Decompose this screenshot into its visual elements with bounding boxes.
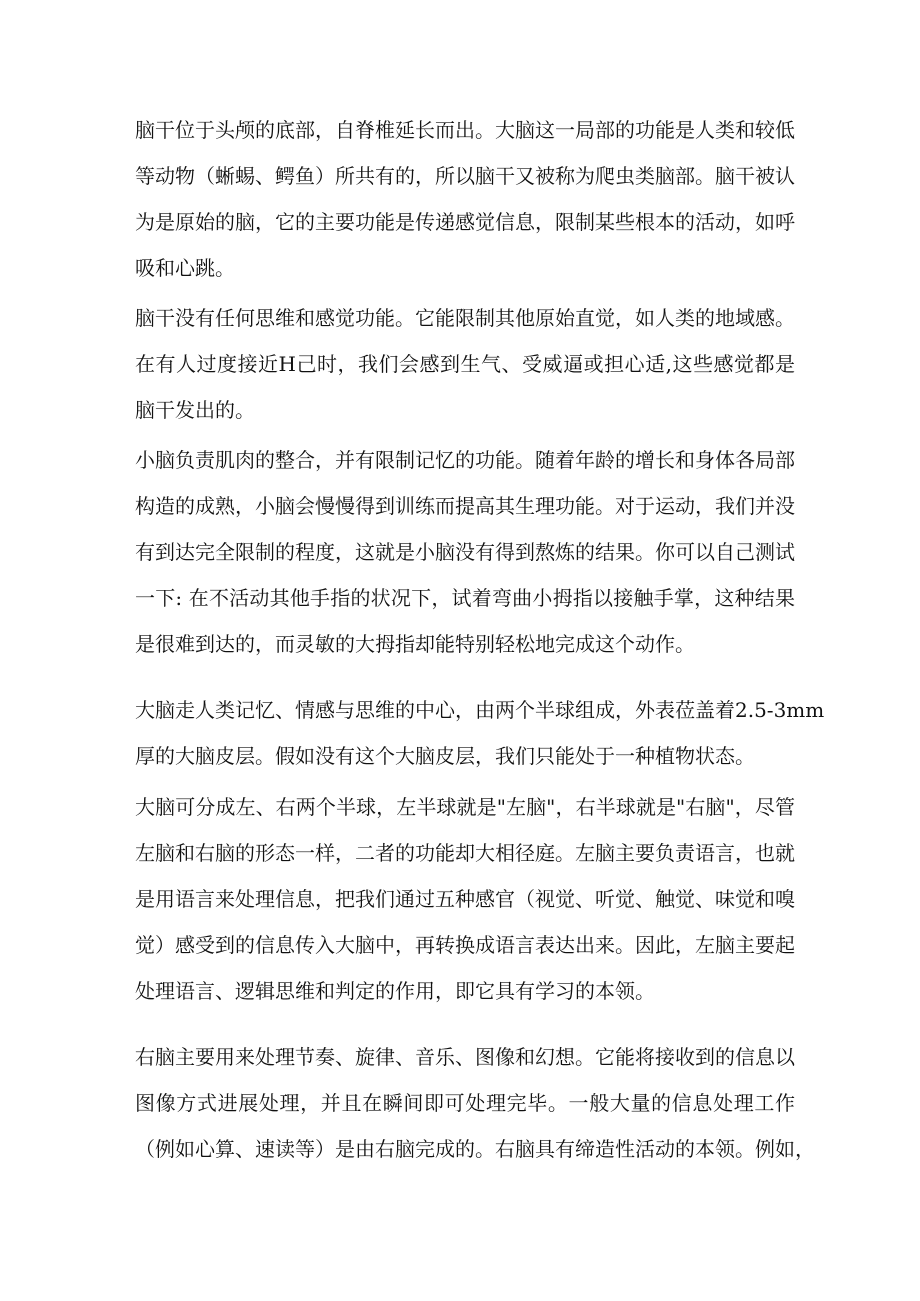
text-line: 大脑可分成左、右两个半球，左半球就是"左脑"，右半球就是"右脑"，尽管 [135, 795, 795, 819]
text-line: 一下: 在不活动其他手指的状况下，试着弯曲小拇指以接触手掌，这种结果 [135, 586, 795, 610]
text-line: 处理语言、逻辑思维和判定的作用，即它具有学习的本领。 [135, 979, 655, 1003]
paragraph-brainstem-location [135, 107, 795, 291]
text-line: 脑干没有任何思维和感觉功能。它能限制其他原始直觉，如人类的地域感。 [135, 306, 795, 330]
text-line: 构造的成熟，小脑会慢慢得到训练而提高其生理功能。对于运动，我们并没 [135, 494, 795, 518]
text-line: 是很难到达的，而灵敏的大拇指却能特别轻松地完成这个动作。 [135, 632, 695, 656]
text-line: 小脑负责肌肉的整合，并有限制记忆的功能。随着年龄的增长和身体各局部 [135, 448, 795, 472]
text-line: 左脑和右脑的形态一样，二者的功能却大相径庭。左脑主要负责语言，也就 [135, 841, 795, 865]
paragraph-right-brain [135, 1034, 815, 1172]
text-line: 大脑走人类记忆、情感与思维的中心，由两个半球组成，外表莅盖着2.5-3mm [135, 698, 825, 722]
text-line: 厚的大脑皮层。假如没有这个大脑皮层，我们只能处于一种植物状态。 [135, 744, 755, 768]
text-line: 脑干位于头颅的底部，自脊椎延长而出。大脑这一局部的功能是人类和较低 [135, 118, 795, 142]
text-line: 图像方式进展处理，并且在瞬间即可处理完毕。一般大量的信息处理工作 [135, 1091, 795, 1115]
text-line: （例如心算、速读等）是由右脑完成的。右脑具有缔造性活动的本领。例如， [135, 1137, 815, 1161]
text-line: 脑干发出的。 [135, 398, 255, 422]
paragraph-left-brain [135, 784, 795, 1014]
text-line: 吸和心跳。 [135, 256, 235, 280]
text-line: 有到达完全限制的程度，这就是小脑没有得到熬炼的结果。你可以自己测试 [135, 540, 795, 564]
text-line: 等动物（蜥蜴、鳄鱼）所共有的，所以脑干又被称为爬虫类脑部。脑干被认 [135, 164, 795, 188]
paragraph-cerebrum [135, 687, 825, 779]
text-line: 觉）感受到的信息传入大脑中，再转换成语言表达出来。因此，左脑主要起 [135, 933, 795, 957]
text-line: 在有人过度接近H己时，我们会感到生气、受威逼或担心适,这些感觉都是 [135, 352, 795, 376]
paragraph-cerebellum [135, 437, 795, 667]
text-line: 为是原始的脑，它的主要功能是传递感觉信息，限制某些根本的活动，如呼 [135, 210, 795, 234]
paragraph-brainstem-function [135, 295, 795, 433]
text-line: 右脑主要用来处理节奏、旋律、音乐、图像和幻想。它能将接收到的信息以 [135, 1045, 795, 1069]
text-line: 是用语言来处理信息，把我们通过五种感官（视觉、听觉、触觉、味觉和嗅 [135, 887, 795, 911]
